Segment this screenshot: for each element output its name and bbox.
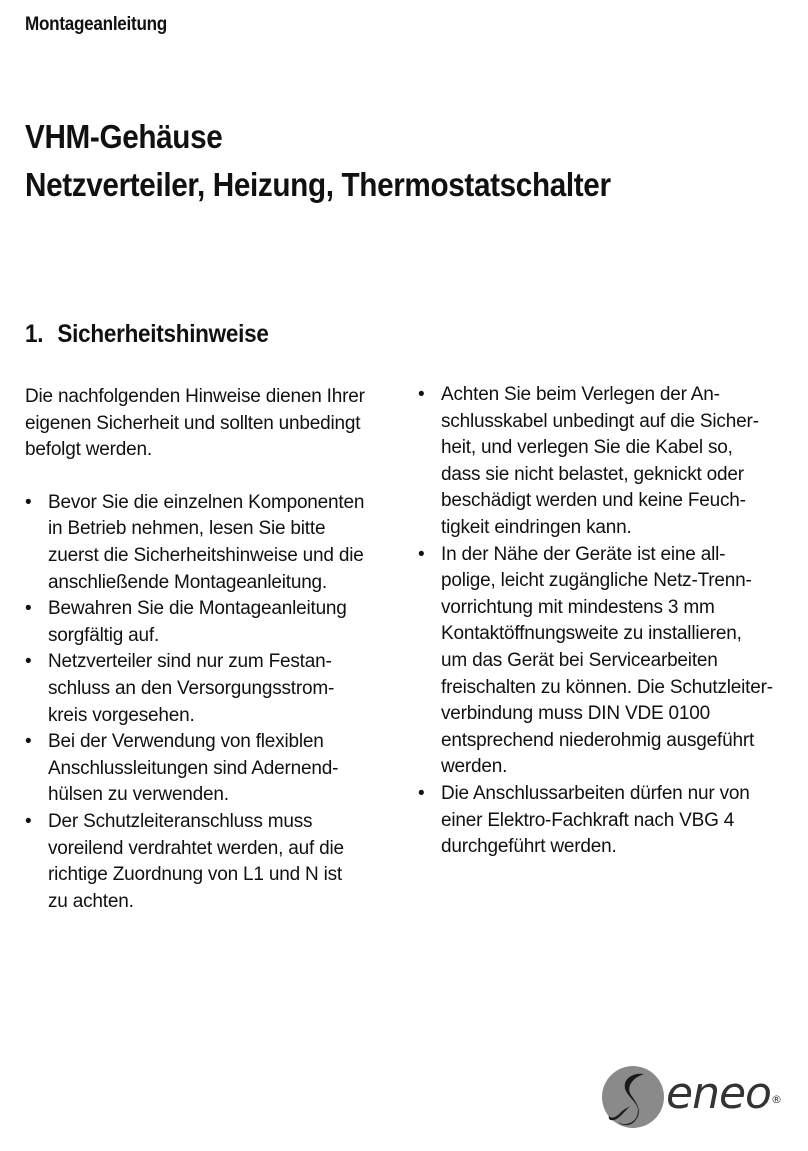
bullet-icon: • [25,491,32,513]
eneo-wordmark-text: eneo [666,1068,771,1119]
document-type-label: Montageanleitung [25,14,167,35]
list-item-line: polige, leicht zugängliche Netz-Trenn- [441,570,752,592]
right-bullet-list [418,382,790,861]
list-item-line: in Betrieb nehmen, lesen Sie bitte [48,518,326,540]
list-item-line: um das Gerät bei Servicearbeiten [441,649,718,671]
list-item-line: In der Nähe der Geräte ist eine all- [441,543,726,565]
list-item-line: Kontaktöffnungsweite zu installieren, [441,623,742,645]
list-item-line: dass sie nicht belastet, geknickt oder [441,463,744,485]
document-title [25,113,611,209]
list-item-line: verbindung muss DIN VDE 0100 [441,703,710,725]
registered-mark: ® [770,1093,781,1106]
title-line-2: Netzverteiler, Heizung, Thermostatschalter [25,166,611,203]
section-heading [25,320,269,349]
bullet-icon: • [25,810,32,832]
list-item-line: Bevor Sie die einzelnen Komponenten [48,491,365,513]
intro-line: Die nachfolgenden Hinweise dienen Ihrer [25,386,365,407]
list-item [25,490,395,596]
list-item [25,596,395,649]
left-bullet-list [25,490,395,916]
eneo-wordmark [666,1066,781,1122]
list-item [418,781,790,861]
eneo-logo [600,1062,790,1132]
left-column [25,384,395,915]
list-item-line: sorgfältig auf. [48,624,160,646]
list-item-line: Anschlussleitungen sind Adernend- [48,757,339,779]
bullet-icon: • [418,543,425,565]
list-item-line: Der Schutzleiteranschluss muss [48,810,313,832]
list-item-line: entsprechend niederohmig ausgeführt [441,729,755,751]
list-item-line: vorrichtung mit mindestens 3 mm [441,596,715,618]
list-item-line: kreis vorgesehen. [48,704,195,726]
right-column [418,382,790,861]
intro-line: befolgt werden. [25,439,152,461]
list-item [418,542,790,781]
list-item-line: hülsen zu verwenden. [48,784,229,806]
list-item-line: beschädigt werden und keine Feuch- [441,490,746,512]
list-item-line: tigkeit eindringen kann. [441,516,632,538]
list-item-line: Die Anschlussarbeiten dürfen nur von [441,782,750,804]
bullet-icon: • [418,782,425,804]
list-item-line: zu achten. [48,890,134,912]
section-title: Sicherheitshinweise [57,320,269,348]
list-item-line: heit, und verlegen Sie die Kabel so, [441,437,733,459]
list-item-line: durchgeführt werden. [441,836,617,858]
bullet-icon: • [25,598,32,620]
list-item-line: Bewahren Sie die Montageanleitung [48,598,347,620]
list-item [25,649,395,729]
list-item [418,382,790,542]
section-number: 1. [25,320,44,348]
list-item-line: anschließende Montageanleitung. [48,571,328,593]
eneo-logo-icon [600,1062,666,1132]
list-item-line: schlusskabel unbedingt auf die Sicher- [441,410,759,432]
list-item-line: Netzverteiler sind nur zum Festan- [48,651,332,673]
list-item-line: Bei der Verwendung von flexiblen [48,731,324,753]
list-item [25,729,395,809]
bullet-icon: • [25,731,32,753]
bullet-icon: • [25,651,32,673]
list-item-line: voreilend verdrahtet werden, auf die [48,837,344,859]
intro-line: eigenen Sicherheit und sollten unbedingt [25,412,361,434]
list-item-line: einer Elektro-Fachkraft nach VBG 4 [441,809,735,831]
list-item-line: Achten Sie beim Verlegen der An- [441,384,720,405]
intro-paragraph [25,384,395,464]
bullet-icon: • [418,384,425,405]
list-item [25,809,395,915]
title-line-1: VHM-Gehäuse [25,118,223,155]
list-item-line: freischalten zu können. Die Schutzleiter- [441,676,773,698]
list-item-line: zuerst die Sicherheitshinweise und die [48,544,364,566]
list-item-line: richtige Zuordnung von L1 und N ist [48,864,343,886]
list-item-line: schluss an den Versorgungsstrom- [48,677,335,699]
list-item-line: werden. [441,756,508,778]
